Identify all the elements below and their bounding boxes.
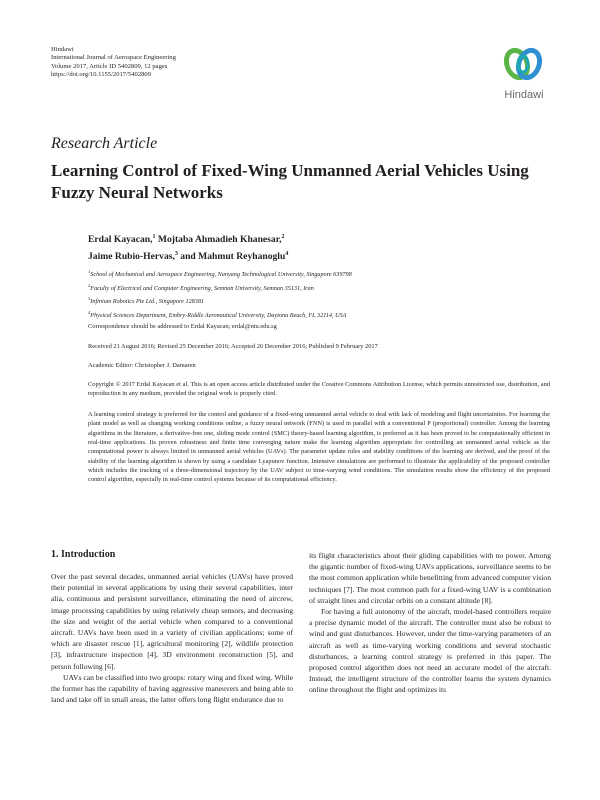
- publisher-name: Hindawi: [51, 46, 74, 53]
- author-affil-ref: 4: [285, 251, 289, 258]
- body-paragraph: UAVs can be classified into two groups: rotary wing and fixed wing. While the former has the capability of having aggressive maneuvers and being able to land and take off in small areas, the latter offers long flight endurance due to: [51, 672, 293, 705]
- hindawi-wordmark: Hindawi: [504, 89, 544, 101]
- affiliation-number: 2: [88, 282, 91, 288]
- affiliation-text: School of Mechanical and Aerospace Engineering, Nanyang Technological University, Singapore 639798: [90, 271, 352, 279]
- hindawi-logo: [493, 44, 555, 104]
- affiliation-number: 3: [88, 296, 91, 302]
- author-name: and Mahmut Reyhanoglu: [180, 251, 286, 263]
- body-paragraph: For having a full autonomy of the aircraft, model-based controllers require a precise dynamic model of the aircraft. The controller must also be robust to wind and gust disturbances. However, under the time-varying parameters of an aircraft as well as time-varying working conditions and several stochastic disturbances, a learning control strategy is preferred in this paper. The proposed control algorithm does not need an accurate model of the aircraft. Instead, the intelligent structure of the controller learns the system dynamics online throughout the flight and optimizes its: [309, 607, 551, 695]
- doi-link[interactable]: https://doi.org/10.1155/2017/5402809: [51, 70, 152, 78]
- journal-name: International Journal of Aerospace Engineering: [51, 54, 176, 62]
- author-name: Erdal Kayacan,: [88, 234, 153, 246]
- article-type: Research Article: [51, 135, 158, 152]
- affiliation-item: [88, 308, 548, 322]
- author-name: Jaime Rubio-Hervas,: [88, 251, 175, 263]
- body-paragraph: its flight characteristics about their gliding capabilities with no power. Among the gigantic number of fixed-wing UAVs applications, surveillance seems to be the most common application while benefitting from advanced computer vision techniques [7]. The most common path for a fixed-wing UAV is a combination of straight lines and circular orbits on a constant altitude [8].: [309, 551, 551, 605]
- journal-header: [51, 46, 176, 79]
- affiliation-number: 4: [88, 309, 91, 315]
- correspondence: Correspondence should be addressed to Erdal Kayacan; erdal@ntu.edu.sg: [88, 323, 277, 330]
- abstract: A learning control strategy is preferred for the control and guidance of a fixed-wing unmanned aerial vehicle to deal with lack of modeling and flight uncertainties. For learning the plant model as well as changing working conditions online, a fuzzy neural network (FNN) is used in parallel with a conventional P (proportional) controller. Among the learning algorithms in the literature, a derivative-free one, sliding mode control (SMC) theory-based learning algorithm, is preferred as it has been proved to be computationally efficient in real-time applications. Its proven robustness and finite time converging nature make the learning algorithm appropriate for controlling an unmanned aerial vehicle as the computational power is always limited in unmanned aerial vehicles (UAVs). The parameter update rules and stability conditions of the learning are derived, and the proof of the stability of the learning algorithm is shown by using a candidate Lyapunov function. Intensive simulations are performed to illustrate the applicability of the proposed controller which includes the tracking of a three-dimensional trajectory by the UAV subject to time-varying wind conditions. The simulation results show the efficiency of the proposed control algorithm, especially in real-time control systems because of its computational efficiency.: [88, 411, 550, 484]
- author-line-1: [88, 230, 528, 247]
- affiliation-item: [88, 281, 548, 295]
- affiliation-text: Faculty of Electrical and Computer Engineering, Semnan University, Semnan 35131, Iran: [90, 284, 314, 292]
- author-list: [88, 230, 528, 264]
- publication-dates: Received 21 August 2016; Revised 25 December 2016; Accepted 26 December 2016; Published 9 February 2017: [88, 343, 378, 350]
- body-column-left: [51, 571, 293, 705]
- article-title: Learning Control of Fixed-Wing Unmanned Aerial Vehicles Using Fuzzy Neural Networks: [51, 161, 529, 202]
- author-name: Mojtaba Ahmadieh Khanesar,: [157, 234, 282, 246]
- affiliation-text: Infinium Robotics Pte Ltd., Singapore 128381: [90, 298, 205, 306]
- affiliations: [88, 267, 548, 322]
- hindawi-logo-icon: [503, 44, 543, 84]
- author-line-2: [88, 247, 528, 264]
- volume-line: Volume 2017, Article ID 5402809, 12 pages: [51, 62, 168, 70]
- affiliation-item: [88, 294, 548, 308]
- author-affil-ref: 1: [152, 234, 156, 240]
- author-affil-ref: 2: [281, 234, 285, 240]
- affiliation-text: Physical Sciences Department, Embry-Riddle Aeronautical University, Daytona Beach, FL 32114, USA: [90, 312, 347, 320]
- affiliation-item: [88, 267, 548, 281]
- section-heading-introduction: 1. Introduction: [51, 549, 116, 560]
- author-affil-ref: 3: [174, 251, 178, 258]
- copyright-notice: Copyright © 2017 Erdal Kayacan et al. This is an open access article distributed under the Creative Commons Attribution License, which permits unrestricted use, distribution, and reproduction in any medium, provided the original work is properly cited.: [88, 381, 550, 397]
- body-paragraph: Over the past several decades, unmanned aerial vehicles (UAVs) have proved their potential in several applications by using their several capabilities, inter alia, continuous and persistent surveillance, eliminating the need of aircrew, image processing capabilities by using relatively cheap sensors, and decreasing the size and weight of the aerial vehicle when compared to a conventional aircraft. UAVs have been used in a variety of civilian applications; some of which are disaster rescue [1], agricultural monitoring [2], wildlife protection [3], infrastructure inspection [4], 3D environment reconstruction [5], and person following [6].: [51, 572, 293, 671]
- body-column-right: [309, 550, 551, 696]
- affiliation-number: 1: [88, 269, 91, 274]
- academic-editor: Academic Editor: Christopher J. Damaren: [88, 362, 196, 369]
